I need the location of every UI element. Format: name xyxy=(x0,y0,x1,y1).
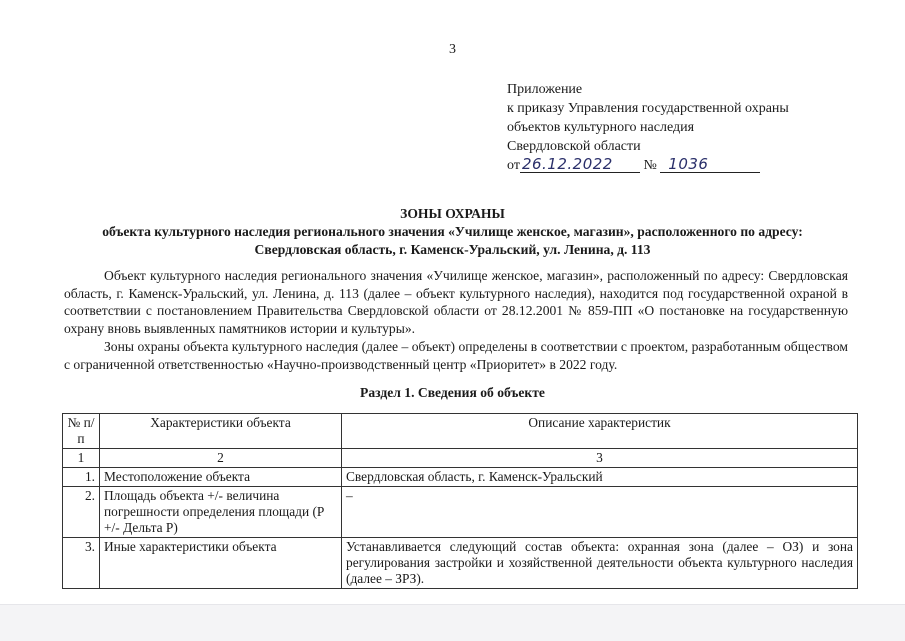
appendix-line: объектов культурного наследия xyxy=(507,120,695,135)
table-header-row xyxy=(63,414,858,449)
handwritten-date: 26.12.2022 xyxy=(520,156,640,173)
header-num: № п/п xyxy=(63,414,100,449)
table-row xyxy=(63,468,858,487)
order-date-number-line xyxy=(507,156,789,175)
object-info-table xyxy=(62,413,858,589)
number-prefix: № xyxy=(643,158,657,173)
scan-edge-shadow xyxy=(0,604,905,641)
section-title: Раздел 1. Сведения об объекте xyxy=(360,385,545,400)
row-num: 3. xyxy=(63,538,100,589)
row-num: 2. xyxy=(63,487,100,538)
row-characteristic: Иные характеристики объекта xyxy=(100,538,342,589)
header-description: Описание характеристик xyxy=(342,414,858,449)
appendix-line: к приказу Управления государственной охраны xyxy=(507,101,789,116)
paragraph-object-status: Объект культурного наследия регионального значения «Училище женское, магазин», расположенный по адресу: Свердловская область, г. Каменск-Уральский, ул. Ленина, д. 113 (далее – объект культурного наследия), находится под государственной охраной в соответствии с постановлением Правительства Свердловской области от 28.12.2001 № 859-ПП «О постановке на государственную охрану вновь выявленных памятников истории и культуры». xyxy=(64,268,848,336)
table-index-row xyxy=(63,449,858,468)
date-prefix: от xyxy=(507,158,520,173)
index-cell: 2 xyxy=(100,449,342,468)
page-number: 3 xyxy=(449,42,456,57)
title-line-1: ЗОНЫ ОХРАНЫ xyxy=(400,206,505,221)
paragraph-zones-project: Зоны охраны объекта культурного наследия (далее – объект) определены в соответствии с проектом, разработанным обществом с ограниченной ответственностью «Научно-производственный центр «Приоритет» в 2022 году. xyxy=(64,339,848,372)
index-cell: 3 xyxy=(342,449,858,468)
row-num: 1. xyxy=(63,468,100,487)
table-row xyxy=(63,538,858,589)
row-characteristic: Местоположение объекта xyxy=(100,468,342,487)
table-row xyxy=(63,487,858,538)
row-description: – xyxy=(342,487,858,538)
row-description: Устанавливается следующий состав объекта: охранная зона (далее – ОЗ) и зона регулирования застройки и хозяйственной деятельности объекта культурного наследия (далее – ЗРЗ). xyxy=(342,538,858,589)
appendix-line: Приложение xyxy=(507,82,583,97)
document-title xyxy=(40,205,865,259)
row-characteristic: Площадь объекта +/- величина погрешности определения площади (P +/- Дельта P) xyxy=(100,487,342,538)
handwritten-order-number: 1036 xyxy=(660,156,760,173)
row-description: Свердловская область, г. Каменск-Уральский xyxy=(342,468,858,487)
index-cell: 1 xyxy=(63,449,100,468)
title-line-2: объекта культурного наследия регионального значения «Училище женское, магазин», расположенного по адресу: xyxy=(102,224,803,239)
appendix-header xyxy=(507,80,789,175)
appendix-line: Свердловской области xyxy=(507,139,641,154)
header-characteristic: Характеристики объекта xyxy=(100,414,342,449)
title-line-3: Свердловская область, г. Каменск-Уральский, ул. Ленина, д. 113 xyxy=(254,242,651,257)
